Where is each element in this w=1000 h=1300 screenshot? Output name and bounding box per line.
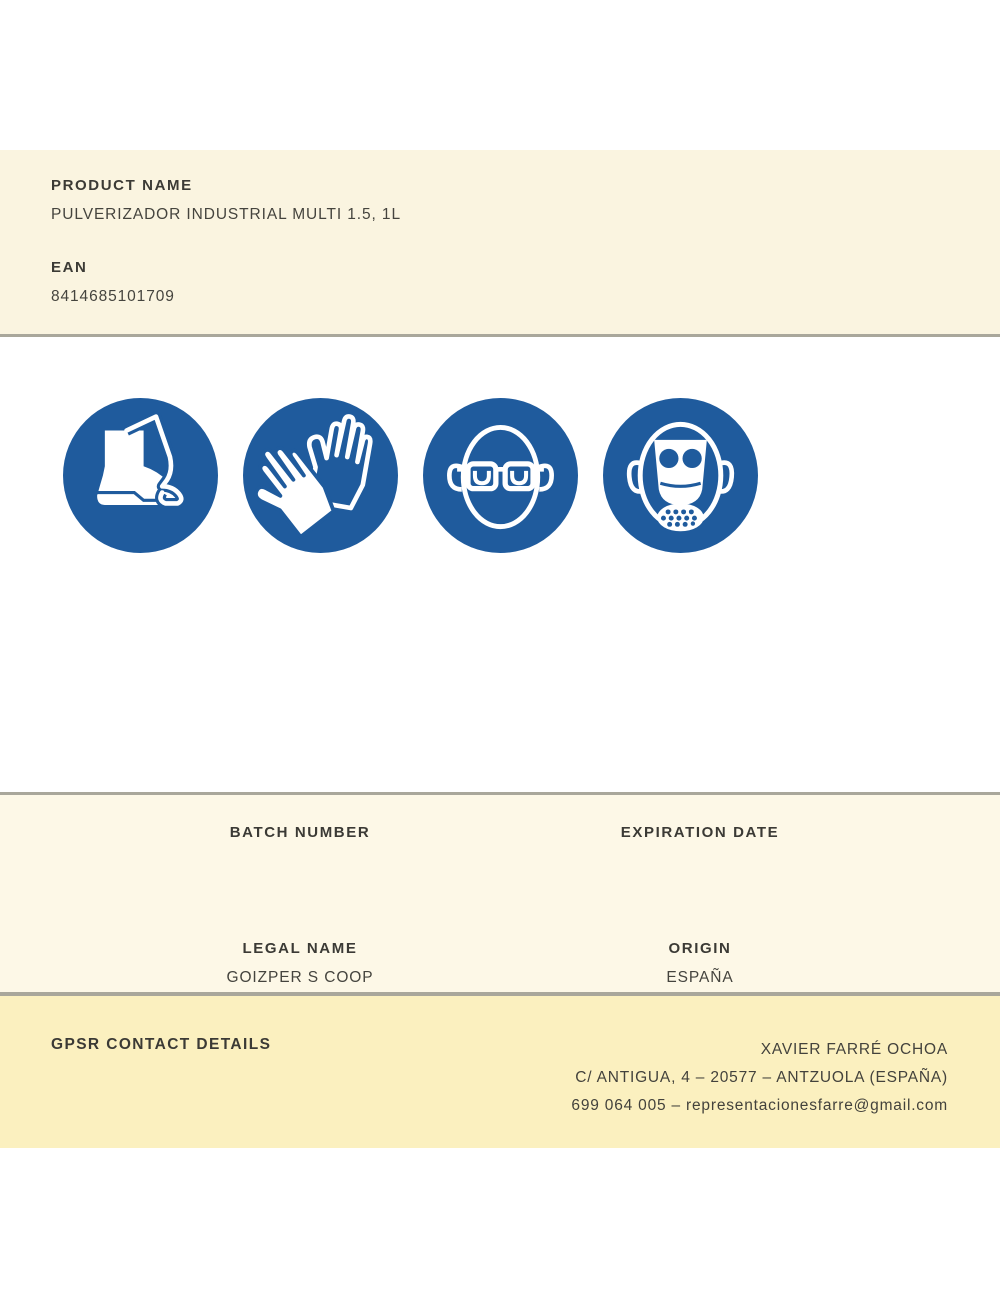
gpsr-contact-phone-email: 699 064 005 – representacionesfarre@gmail.com xyxy=(571,1097,948,1114)
expiration-date-value xyxy=(500,853,900,872)
origin-value: ESPAÑA xyxy=(666,969,734,986)
product-name-value: PULVERIZADOR INDUSTRIAL MULTI 1.5, 1L xyxy=(51,206,401,223)
legal-name-field xyxy=(100,940,500,988)
legal-name-label: LEGAL NAME xyxy=(242,940,358,957)
batch-legal-panel xyxy=(0,792,1000,992)
wear-eye-protection-icon xyxy=(423,398,578,553)
ean-label: EAN xyxy=(51,258,88,276)
expiration-date-field xyxy=(500,824,900,872)
gpsr-contact-name: XAVIER FARRÉ OCHOA xyxy=(760,1041,948,1058)
legal-origin-row xyxy=(100,940,900,988)
batch-number-label: BATCH NUMBER xyxy=(229,824,371,841)
batch-number-field xyxy=(100,824,500,872)
wear-protective-gloves-icon xyxy=(243,398,398,553)
product-name-label: PRODUCT NAME xyxy=(51,177,193,194)
origin-label: ORIGIN xyxy=(668,940,732,957)
product-header-panel xyxy=(0,150,1000,337)
gpsr-contact-block xyxy=(571,1036,948,1120)
batch-expiration-row xyxy=(100,824,900,872)
legal-name-value: GOIZPER S COOP xyxy=(226,969,374,986)
safety-pictograms-row xyxy=(63,398,758,553)
ean-value: 8414685101709 xyxy=(51,287,175,305)
origin-field xyxy=(500,940,900,988)
gpsr-contact-details-label: GPSR CONTACT DETAILS xyxy=(51,1036,272,1053)
wear-respirator-icon xyxy=(603,398,758,553)
gpsr-contact-address: C/ ANTIGUA, 4 – 20577 – ANTZUOLA (ESPAÑA) xyxy=(575,1069,948,1086)
expiration-date-label: EXPIRATION DATE xyxy=(620,824,780,841)
wear-safety-boots-icon xyxy=(63,398,218,553)
batch-number-value xyxy=(100,853,500,872)
gpsr-contact-panel xyxy=(0,992,1000,1148)
